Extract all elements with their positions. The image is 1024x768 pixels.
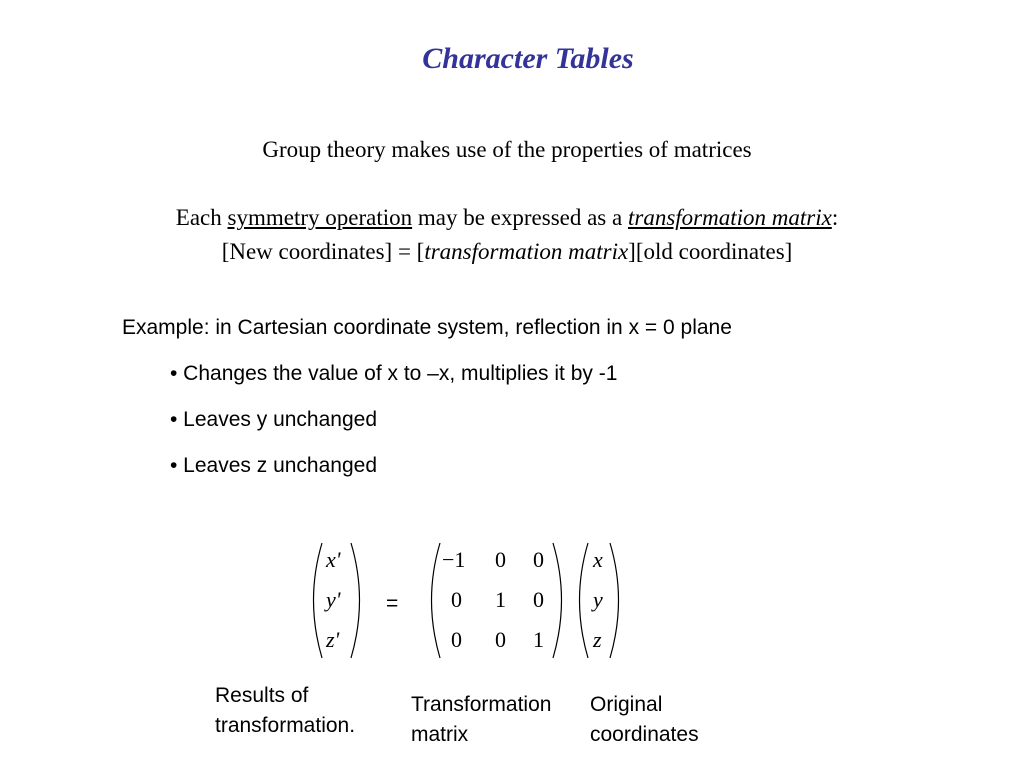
slide-title: Character Tables bbox=[422, 42, 634, 75]
caption-original-line-1: Original bbox=[590, 693, 663, 716]
matrix-cell-1-3: 0 bbox=[533, 547, 544, 572]
example-heading: Example: in Cartesian coordinate system, reflection in x = 0 plane bbox=[122, 316, 732, 339]
original-y: y bbox=[593, 587, 603, 612]
matrix-cell-2-2: 1 bbox=[495, 587, 506, 612]
symmetry-operation-term: symmetry operation bbox=[227, 205, 413, 230]
transformation-matrix-term: transformation matrix bbox=[627, 205, 832, 230]
bullet-3: • Leaves z unchanged bbox=[170, 454, 378, 477]
result-z: z' bbox=[326, 627, 340, 652]
statement-colon: : bbox=[831, 205, 839, 230]
matrix-cell-3-2: 0 bbox=[495, 627, 506, 652]
equation-open: [New coordinates] = [ bbox=[221, 239, 425, 264]
result-x: x' bbox=[326, 547, 341, 572]
caption-matrix-line-1: Transformation bbox=[411, 693, 552, 716]
intro-text: Group theory makes use of the properties of matrices bbox=[262, 137, 752, 162]
result-y: y' bbox=[326, 587, 341, 612]
original-x: x bbox=[593, 547, 603, 572]
caption-results-line-1: Results of bbox=[215, 684, 309, 707]
bullet-2: • Leaves y unchanged bbox=[170, 408, 378, 431]
caption-matrix-line-2: matrix bbox=[411, 723, 469, 746]
caption-matrix bbox=[411, 690, 551, 750]
matrix-cell-2-3: 0 bbox=[533, 587, 544, 612]
result-vector-right-paren bbox=[351, 543, 360, 658]
matrix-cell-3-3: 1 bbox=[533, 627, 544, 652]
statement-each: Each bbox=[175, 205, 228, 230]
matrix-cell-1-2: 0 bbox=[495, 547, 506, 572]
original-vector-left-paren bbox=[580, 543, 589, 658]
bullet-1: • Changes the value of x to –x, multiplies it by -1 bbox=[170, 362, 618, 385]
original-vector-right-paren bbox=[610, 543, 619, 658]
matrix-cell-3-1: 0 bbox=[451, 627, 462, 652]
equals-sign: = bbox=[386, 592, 399, 615]
matrix-right-paren bbox=[553, 543, 562, 658]
matrix-cell-2-1: 0 bbox=[451, 587, 462, 612]
caption-original-line-2: coordinates bbox=[590, 723, 699, 746]
result-vector-left-paren bbox=[314, 543, 323, 658]
matrix-left-paren bbox=[432, 543, 441, 658]
original-z: z bbox=[593, 627, 602, 652]
statement-may-be: may be expressed as a bbox=[412, 205, 628, 230]
caption-results bbox=[215, 681, 355, 741]
caption-results-line-2: transformation. bbox=[215, 714, 356, 737]
equation-italic: transformation matrix bbox=[424, 239, 629, 264]
caption-original bbox=[590, 690, 699, 750]
equation-close: ][old coordinates] bbox=[628, 239, 793, 264]
matrix-cell-1-1: −1 bbox=[442, 547, 466, 572]
